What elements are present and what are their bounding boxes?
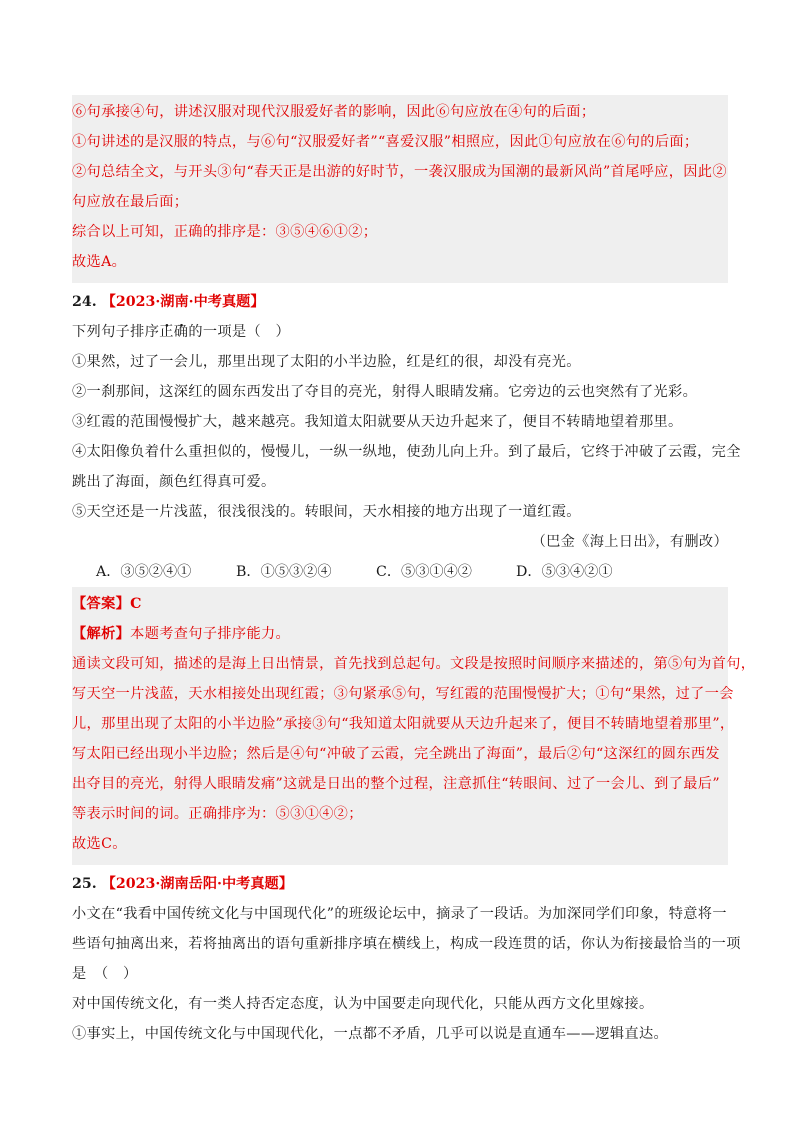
question-25-stem: 小文在“我看中国传统文化与中国现代化”的班级论坛中，摘录了一段话。为加深同学们印象，特意将一 bbox=[72, 906, 727, 922]
question-24-stem bbox=[72, 317, 728, 347]
analysis-line: 通读文段可知，描述的是海上日出情景，首先找到总起句。文段是按照时间顺序来描述的，第⑤句为首句， bbox=[72, 656, 756, 672]
analysis-line: ②句总结全文，与开头③句“春天正是出游的好时节，一袭汉服成为国潮的最新风尚”首尾呼应，因此② bbox=[72, 164, 727, 180]
sentence: ⑤天空还是一片浅蓝，很浅很浅的。转眼间，天水相接的地方出现了一道红霞。 bbox=[72, 504, 581, 520]
option-c: C．⑤③①④② bbox=[376, 564, 472, 580]
analysis-line: 等表示时间的词。正确排序为：⑤③①④②； bbox=[72, 806, 363, 822]
answer-analysis-block bbox=[72, 587, 756, 865]
sentence: ②一刹那间，这深红的圆东西发出了夺目的亮光，射得人眼睛发痛。它旁边的云也突然有了光彩。 bbox=[72, 384, 698, 400]
option-a: A．③⑤②④① bbox=[96, 564, 192, 580]
analysis-header-line bbox=[72, 619, 728, 649]
analysis-intro: 本题考查句子排序能力。 bbox=[130, 626, 291, 642]
answer-options bbox=[72, 557, 728, 587]
passage-line: ①事实上，中国传统文化与中国现代化，一点都不矛盾，几乎可以说是直通车——逻辑直达。 bbox=[72, 1026, 669, 1042]
question-25-stem: 是 （ ） bbox=[72, 966, 138, 982]
option-d: D．⑤③④②① bbox=[516, 564, 613, 580]
analysis-line: 写天空一片浅蓝，天水相接处出现红霞；③句紧承⑤句，写红霞的范围慢慢扩大；①句“果然，过了一会 bbox=[72, 686, 734, 702]
question-24-header bbox=[72, 287, 728, 317]
sentence: ①果然，过了一会儿，那里出现了太阳的小半边脸，红是红的很，却没有亮光。 bbox=[72, 354, 581, 370]
question-source-tag: 【2023·湖南岳阳·中考真题】 bbox=[101, 876, 293, 892]
analysis-line: 句应放在最后面； bbox=[72, 194, 189, 210]
analysis-line: 儿，那里出现了太阳的小半边脸”承接③句“我知道太阳就要从天边升起来了，便目不转睛地望着那里”， bbox=[72, 716, 735, 732]
question-25-stem: 些语句抽离出来，若将抽离出的语句重新排序填在横线上，构成一段连贯的话，你认为衔接最恰当的一项 bbox=[72, 936, 741, 952]
stem-text: 的一项是（ ） bbox=[188, 324, 291, 340]
answer-value: C bbox=[130, 596, 142, 612]
analysis-line: 故选C。 bbox=[72, 836, 127, 852]
question-source-tag: 【2023·湖南·中考真题】 bbox=[101, 294, 265, 310]
answer-line bbox=[72, 589, 728, 619]
emphasis-text bbox=[159, 324, 188, 340]
analysis-line: 写太阳已经出现小半边脸；然后是④句“冲破了云霞，完全跳出了海面”，最后②句“这深红的圆东西发 bbox=[72, 746, 720, 762]
analysis-line: 出夺目的亮光，射得人眼睛发痛”这就是日出的整个过程，注意抓住“转眼间、过了一会儿、到了最后” bbox=[72, 776, 720, 792]
emphasis-char: 正 bbox=[159, 324, 174, 340]
document-page bbox=[72, 95, 756, 1049]
previous-analysis-block bbox=[72, 95, 728, 283]
analysis-line: ①句讲述的是汉服的特点，与⑥句“汉服爱好者”“喜爱汉服”相照应，因此①句应放在⑥句的后面； bbox=[72, 134, 699, 150]
sentence: ④太阳像负着什么重担似的，慢慢儿，一纵一纵地，使劲儿向上升。到了最后，它终于冲破了云霞，完全 bbox=[72, 444, 741, 460]
sentence: 跳出了海面，颜色红得真可爱。 bbox=[72, 474, 276, 490]
analysis-line: 故选A。 bbox=[72, 254, 127, 270]
stem-text: 下列句子排序 bbox=[72, 324, 160, 340]
source-citation: （巴金《海上日出》，有删改） bbox=[531, 534, 728, 550]
sentence: ③红霞的范围慢慢扩大，越来越亮。我知道太阳就要从天边升起来了，便目不转睛地望着那里。 bbox=[72, 414, 683, 430]
option-b: B．①⑤③②④ bbox=[236, 564, 332, 580]
analysis-label: 【解析】 bbox=[72, 626, 131, 642]
passage-line: 对中国传统文化，有一类人持否定态度，认为中国要走向现代化，只能从西方文化里嫁接。 bbox=[72, 996, 654, 1012]
question-25-header bbox=[72, 869, 728, 899]
answer-label: 【答案】 bbox=[72, 596, 131, 612]
emphasis-char: 确 bbox=[173, 324, 189, 340]
analysis-line: 综合以上可知，正确的排序是：③⑤④⑥①②； bbox=[72, 224, 378, 240]
question-number: 25. bbox=[72, 876, 97, 892]
question-number: 24. bbox=[72, 294, 97, 310]
analysis-line: ⑥句承接④句，讲述汉服对现代汉服爱好者的影响，因此⑥句应放在④句的后面； bbox=[72, 104, 596, 120]
